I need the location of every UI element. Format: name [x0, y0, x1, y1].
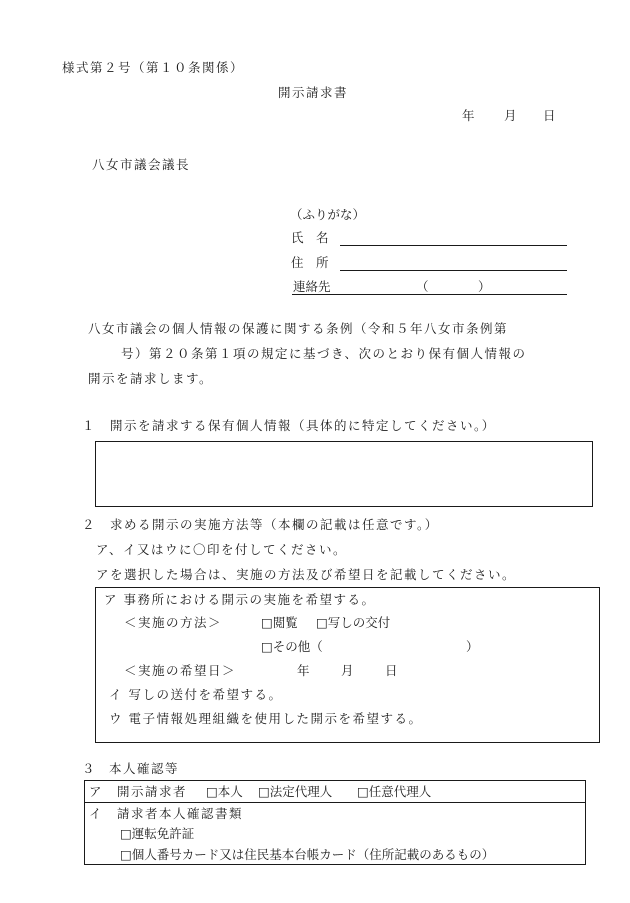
requester-type-label: ア 開示請求者	[89, 784, 188, 799]
intro-line-2: 号）第２０条第１項の規定に基づき、次のとおり保有個人情報の	[121, 346, 527, 361]
section1-heading: 開示を請求する保有個人情報（具体的に特定してください。）	[110, 418, 496, 433]
preferred-date-month[interactable]: 月	[341, 663, 354, 678]
section2-heading: 求める開示の実施方法等（本欄の記載は任意です。）	[110, 517, 439, 532]
option-a-office-viewing[interactable]: ア 事務所における開示の実施を希望する。	[104, 592, 376, 607]
date-month-label: 月	[504, 108, 517, 123]
furigana-label: （ふりがな）	[290, 207, 366, 222]
section3-row-divider	[84, 802, 586, 803]
method-other-checkbox[interactable]: □その他（	[261, 639, 323, 654]
date-day-label: 日	[543, 108, 556, 123]
section3-heading: 本人確認等	[109, 761, 180, 776]
requester-legal-agent-checkbox[interactable]: □法定代理人	[258, 784, 333, 799]
drivers-license-checkbox[interactable]: □運転免許証	[120, 826, 195, 841]
name-field[interactable]	[340, 245, 567, 246]
requester-voluntary-agent-checkbox[interactable]: □任意代理人	[357, 784, 432, 799]
contact-field[interactable]	[292, 294, 567, 295]
date-year-label: 年	[462, 108, 475, 123]
contact-paren-close: ）	[478, 279, 491, 294]
preferred-date-year[interactable]: 年	[297, 663, 310, 678]
method-label: ＜実施の方法＞	[124, 615, 223, 630]
intro-line-3: 開示を請求します。	[88, 371, 214, 386]
address-label: 住 所	[291, 255, 329, 270]
requester-self-checkbox[interactable]: □本人	[206, 784, 243, 799]
addressee: 八女市議会議長	[92, 157, 191, 172]
contact-label: 連絡先	[293, 279, 331, 294]
id-documents-label: イ 請求者本人確認書類	[89, 806, 244, 821]
section2-note-2: アを選択した場合は、実施の方法及び希望日を記載してください。	[96, 567, 517, 582]
section3-number: ３	[82, 761, 95, 776]
my-number-card-checkbox[interactable]: □個人番号カード又は住民基本台帳カード（住所記載のあるもの）	[120, 847, 495, 862]
intro-line-1: 八女市議会の個人情報の保護に関する条例（令和５年八女市条例第	[88, 321, 509, 336]
document-title: 開示請求書	[278, 85, 349, 100]
option-u-electronic[interactable]: ウ 電子情報処理組織を使用した開示を希望する。	[109, 711, 423, 726]
contact-paren-open: （	[416, 279, 429, 294]
form-number: 様式第２号（第１０条関係）	[62, 60, 245, 75]
method-other-close: ）	[466, 639, 479, 654]
section1-number: １	[82, 418, 95, 433]
section1-input-box[interactable]	[95, 441, 593, 507]
method-copy-checkbox[interactable]: □写しの交付	[316, 615, 391, 630]
method-view-checkbox[interactable]: □閲覧	[261, 615, 298, 630]
option-i-copy-mail[interactable]: イ 写しの送付を希望する。	[109, 687, 283, 702]
name-label: 氏 名	[291, 230, 329, 245]
preferred-date-day[interactable]: 日	[385, 663, 398, 678]
preferred-date-label: ＜実施の希望日＞	[124, 663, 237, 678]
section2-note-1: ア、イ又はウに〇印を付してください。	[96, 542, 348, 557]
address-field[interactable]	[340, 270, 567, 271]
section2-number: ２	[82, 517, 95, 532]
